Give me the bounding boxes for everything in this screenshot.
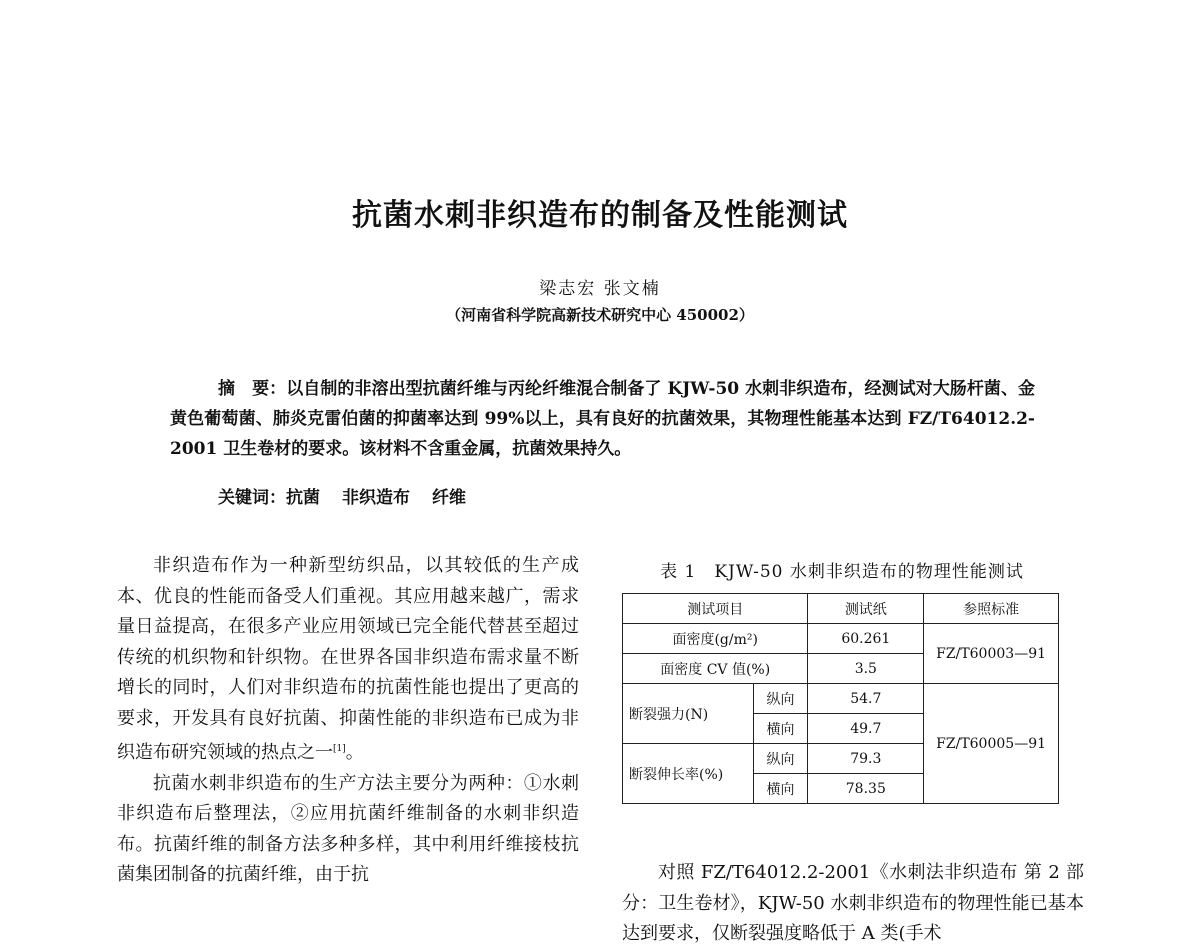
keywords (218, 483, 488, 508)
abstract-label: 摘 要： (218, 379, 287, 399)
keyword: 抗菌 (286, 488, 320, 508)
table-cell: 横向 (753, 774, 808, 804)
table-cell: FZ/T60003—91 (924, 624, 1059, 684)
table-cell: FZ/T60005—91 (924, 684, 1059, 804)
header-cell: 测试纸 (808, 594, 924, 624)
table-cell: 79.3 (808, 744, 924, 774)
table-row (623, 624, 1059, 654)
header-cell: 测试项目 (623, 594, 808, 624)
paragraph-end: 。 (345, 742, 364, 763)
body-left-column (117, 551, 579, 891)
authors: 梁志宏 张文楠 (539, 279, 661, 299)
table-cell: 60.261 (808, 624, 924, 654)
abstract-text: 以自制的非溶出型抗菌纤维与丙纶纤维混合制备了 KJW-50 水刺非织造布，经测试对大肠杆菌、金黄色葡萄菌、肺炎克雷伯菌的抑菌率达到 99%以上，具有良好的抗菌效果，其物理性能基本达到 FZ/T64012.2-2001 卫生卷材的要求。该材料不含重金属，抗菌效果持久。 (170, 379, 1036, 459)
paragraph (117, 551, 579, 769)
header-cell: 参照标准 (924, 594, 1059, 624)
keyword: 非织造布 (342, 488, 410, 508)
body-right-column (622, 858, 1084, 950)
table-cell: 49.7 (808, 714, 924, 744)
table-row (623, 684, 1059, 714)
table-cell: 54.7 (808, 684, 924, 714)
paper-title: 抗菌水刺非织造布的制备及性能测试 (352, 198, 848, 233)
table-cell: 断裂强力(N) (623, 684, 754, 744)
table-cell: 纵向 (753, 744, 808, 774)
properties-table (622, 593, 1059, 804)
table-caption: 表 1 KJW-50 水刺非织造布的物理性能测试 (660, 562, 1024, 582)
paragraph: 对照 FZ/T64012.2-2001《水刺法非织造布 第 2 部分：卫生卷材》，KJW-50 水刺非织造布的物理性能已基本达到要求，仅断裂强度略低于 A 类(手术 (622, 862, 1084, 944)
table-cell: 横向 (753, 714, 808, 744)
abstract (170, 374, 1035, 464)
table-cell: 断裂伸长率(%) (623, 744, 754, 804)
table-cell: 78.35 (808, 774, 924, 804)
affiliation: （河南省科学院高新技术研究中心 450002） (446, 306, 754, 324)
paragraph: 抗菌水刺非织造布的生产方法主要分为两种：①水刺非织造布后整理法，②应用抗菌纤维制备的水刺非织造布。抗菌纤维的制备方法多种多样，其中利用纤维接枝抗菌集团制备的抗菌纤维，由于抗 (117, 772, 579, 885)
table-cell: 面密度 CV 值(%) (623, 654, 808, 684)
table-cell: 纵向 (753, 684, 808, 714)
table-cell: 面密度(g/m²) (623, 624, 808, 654)
citation: [1] (333, 744, 346, 754)
keywords-label: 关键词： (218, 488, 286, 508)
keyword: 纤维 (432, 488, 466, 508)
paragraph-text: 非织造布作为一种新型纺织品，以其较低的生产成本、优良的性能而备受人们重视。其应用越来越广，需求量日益提高，在很多产业应用领域已完全能代替甚至超过传统的机织物和针织物。在世界各国非织造布需求量不断增长的同时，人们对非织造布的抗菌性能也提出了更高的要求，开发具有良好抗菌、抑菌性能的非织造布已成为非织造布研究领域的热点之一 (117, 555, 579, 763)
table-cell: 3.5 (808, 654, 924, 684)
table-header-row (623, 594, 1059, 624)
